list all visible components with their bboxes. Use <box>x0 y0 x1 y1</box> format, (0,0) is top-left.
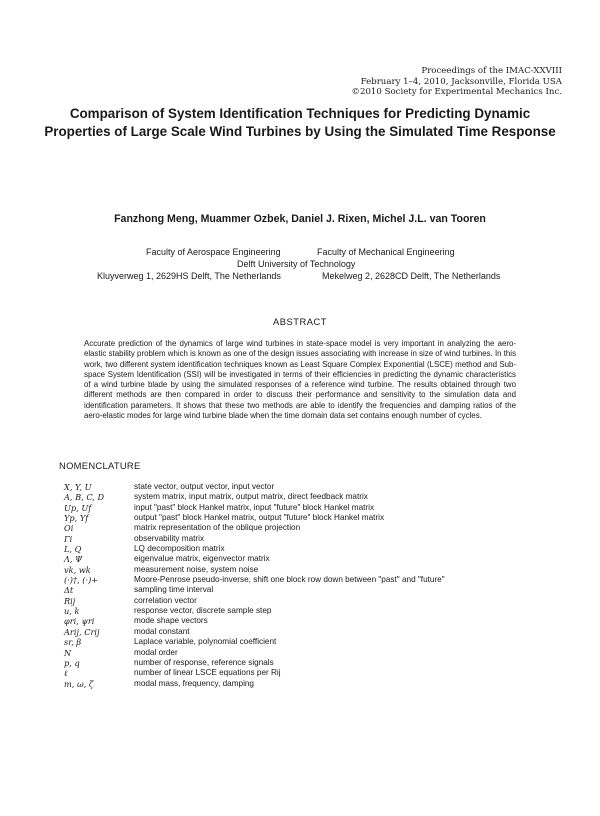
nomenclature-row <box>64 679 564 689</box>
nomenclature-definition: number of response, reference signals <box>134 657 274 667</box>
nomenclature-row <box>64 668 564 678</box>
nomenclature-symbol: vk, wk <box>64 564 91 575</box>
abstract-body: Accurate prediction of the dynamics of large wind turbines in state-space model is very important in analyzing the aero-elastic stability problem which is known as one of the design issues associating with increase in size of wind turbines. In this work, two different system identification techniques known as Least Square Complex Exponential (LSCE) method and Sub-space System Identification (SSI) will be investigated in terms of their efficiencies in predicting the dynamic characteristics of a wind turbine blade by using the simulated responses of a reference wind turbine. The results obtained through two different methods are then compared in order to discuss their performance and sensitivity to the simulation data and identification parameters. It shows that these two methods are able to identify the frequencies and damping ratios of the aero-elastic modes for large wind turbine blade when the time domain data set contains enough number of cycles. <box>84 339 517 421</box>
nomenclature-symbol: Γi <box>64 533 73 544</box>
nomenclature-definition: correlation vector <box>134 595 197 605</box>
nomenclature-row <box>64 616 564 626</box>
nomenclature-definition: observability matrix <box>134 533 205 543</box>
nomenclature-row <box>64 606 564 616</box>
nomenclature-symbol: u, k <box>64 606 80 617</box>
nomenclature-symbol: m, ω, ζ <box>64 678 94 689</box>
nomenclature-symbol: L, Q <box>64 544 82 555</box>
affiliation-university: Delft University of Technology <box>237 259 356 269</box>
nomenclature-row <box>64 492 564 502</box>
abstract-heading: ABSTRACT <box>272 316 327 327</box>
nomenclature-symbol: Yp, Yf <box>64 513 89 524</box>
nomenclature-definition: number of linear LSCE equations per Rij <box>134 668 281 678</box>
author-list: Fanzhong Meng, Muammer Ozbek, Daniel J. Rixen, Michel J.L. van Tooren <box>114 213 486 225</box>
nomenclature-definition: Laplace variable, polynomial coefficient <box>134 637 277 647</box>
affiliation-mechanical: Faculty of Mechanical Engineering <box>317 247 455 257</box>
proceedings-line-1: Proceedings of the IMAC-XXVIII <box>421 66 562 76</box>
proceedings-line-2: February 1–4, 2010, Jacksonville, Florida USA <box>360 76 562 87</box>
nomenclature-row <box>64 596 564 606</box>
nomenclature-row <box>64 637 564 647</box>
nomenclature-symbol: Up, Uf <box>64 502 92 513</box>
nomenclature-symbol: (·)†, (·)+ <box>64 575 99 586</box>
affiliation-address-left: Kluyverweg 1, 2629HS Delft, The Netherlands <box>97 271 281 281</box>
nomenclature-symbol: Oi <box>64 523 74 534</box>
nomenclature-definition: input "past" block Hankel matrix, input "future" block Hankel matrix <box>134 502 375 512</box>
nomenclature-symbol: ℓ <box>64 668 68 679</box>
proceedings-header <box>351 66 562 98</box>
nomenclature-row <box>64 513 564 523</box>
nomenclature-definition: sampling time interval <box>134 585 214 595</box>
nomenclature-symbol: N <box>64 647 72 658</box>
nomenclature-definition: output "past" block Hankel matrix, output "future" block Hankel matrix <box>134 513 385 523</box>
affiliation-aerospace: Faculty of Aerospace Engineering <box>146 247 281 257</box>
nomenclature-row <box>64 544 564 554</box>
nomenclature-row <box>64 523 564 533</box>
paper-title: Comparison of System Identification Techniques for Predicting Dynamic Properties of Large Scale Wind Turbines by Using the Simulated Time Response <box>44 106 556 139</box>
nomenclature-row <box>64 627 564 637</box>
nomenclature-symbol: p, q <box>64 657 80 668</box>
nomenclature-row <box>64 554 564 564</box>
nomenclature-definition: mode shape vectors <box>134 616 208 626</box>
nomenclature-definition: LQ decomposition matrix <box>134 544 225 554</box>
nomenclature-symbol: Λ, Ψ <box>64 554 83 565</box>
nomenclature-definition: modal order <box>134 647 178 657</box>
nomenclature-row <box>64 575 564 585</box>
nomenclature-row <box>64 482 564 492</box>
proceedings-line-3: ©2010 Society for Experimental Mechanics Inc. <box>351 87 562 97</box>
nomenclature-symbol: sr, β <box>64 637 82 648</box>
nomenclature-row <box>64 565 564 575</box>
nomenclature-symbol: X, Y, U <box>64 482 92 492</box>
nomenclature-heading: NOMENCLATURE <box>59 460 141 471</box>
nomenclature-symbol: Arij, Crij <box>64 626 100 637</box>
nomenclature-symbol: A, B, C, D <box>64 492 105 503</box>
nomenclature-row <box>64 503 564 513</box>
nomenclature-definition: modal constant <box>134 626 190 636</box>
nomenclature-definition: response vector, discrete sample step <box>134 606 272 616</box>
nomenclature-symbol: Δt <box>64 585 74 596</box>
nomenclature-definition: state vector, output vector, input vector <box>134 482 275 491</box>
nomenclature-row <box>64 534 564 544</box>
nomenclature-definition: eigenvalue matrix, eigenvector matrix <box>134 554 270 564</box>
nomenclature-definition: modal mass, frequency, damping <box>134 678 254 688</box>
affiliation-address-right: Mekelweg 2, 2628CD Delft, The Netherlands <box>322 271 501 281</box>
nomenclature-row <box>64 658 564 668</box>
nomenclature-symbol: φri, ψri <box>64 616 95 627</box>
nomenclature-definition: Moore-Penrose pseudo-inverse, shift one block row down between "past" and "future" <box>134 575 445 585</box>
nomenclature-symbol: Rij <box>64 595 76 606</box>
nomenclature-list <box>64 482 564 689</box>
nomenclature-definition: measurement noise, system noise <box>134 564 259 574</box>
nomenclature-definition: matrix representation of the oblique projection <box>134 523 301 533</box>
nomenclature-row <box>64 648 564 658</box>
nomenclature-row <box>64 585 564 595</box>
nomenclature-definition: system matrix, input matrix, output matrix, direct feedback matrix <box>134 492 368 502</box>
